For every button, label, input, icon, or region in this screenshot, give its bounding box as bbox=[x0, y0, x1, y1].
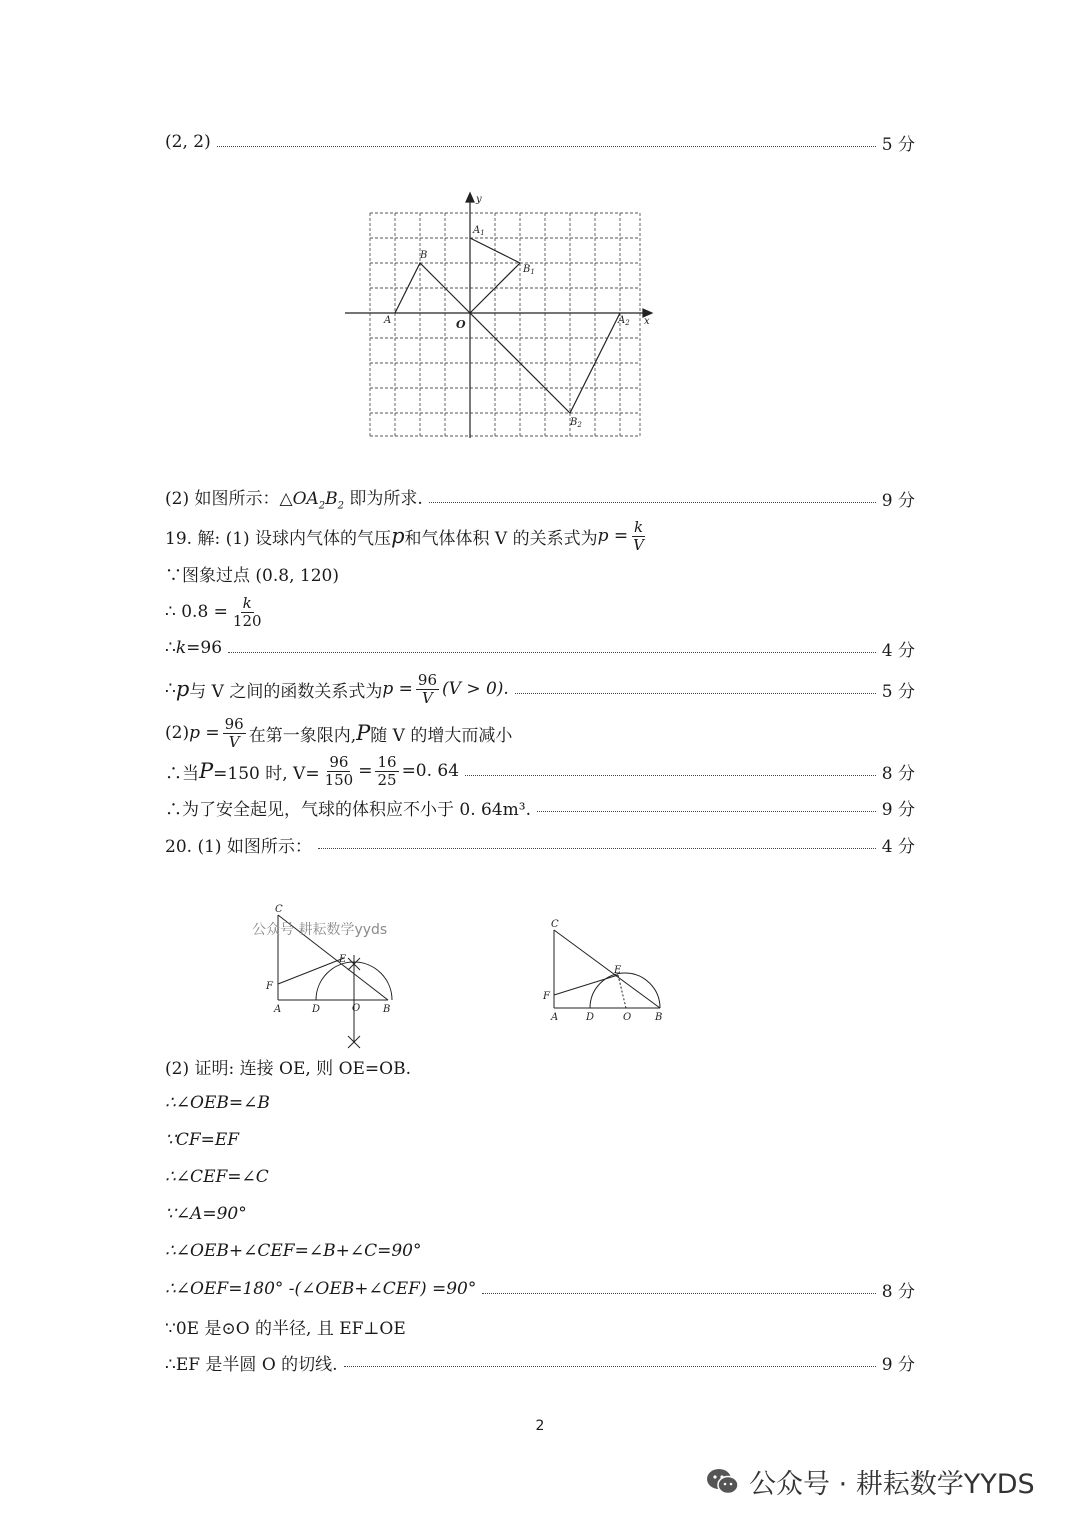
label-C: C bbox=[551, 919, 559, 930]
label-A: A bbox=[551, 1012, 559, 1023]
label-D: D bbox=[586, 1012, 595, 1023]
leader-dots bbox=[217, 146, 876, 147]
footer-brand bbox=[705, 1462, 1035, 1501]
answer-line-3: 19. 解: (1) 设球内气体的气压 p 和气体体积 V 的关系式为 p = $\frac{k}{V}$ bbox=[165, 517, 644, 554]
triangle-lines bbox=[395, 238, 620, 413]
leader-dots bbox=[429, 502, 876, 503]
leader-dots bbox=[515, 693, 876, 694]
geometry-figure-final bbox=[540, 915, 670, 1030]
proof-line-4: ∴∠CEF=∠C bbox=[165, 1167, 269, 1187]
proof-line-7: ∴∠OEF=180° -(∠OEB+∠CEF) =90° 8 分 bbox=[165, 1273, 915, 1305]
answer-line-7: ∴ p 与 V 之间的函数关系式为 p = $\frac{96}{V}$ (V > 0). 5 分 bbox=[165, 670, 915, 707]
point-B1-label: $B_1$ bbox=[523, 264, 535, 276]
fraction-96-over-v: $\frac{96}{V}$ bbox=[224, 714, 244, 751]
watermark-text: 公众号 耕耘数学yyds bbox=[252, 922, 388, 938]
grid-lines bbox=[370, 213, 640, 436]
answer-line-8: (2) p = $\frac{96}{V}$ 在第一象限内, P 随 V 的增大而减小 bbox=[165, 714, 513, 751]
page-number: 2 bbox=[535, 1418, 545, 1434]
fraction-96-over-v: $\frac{96}{V}$ bbox=[417, 670, 437, 707]
point-A-label: A bbox=[384, 315, 392, 326]
proof-line-1: (2) 证明: 连接 OE, 则 OE=OB. bbox=[165, 1058, 412, 1079]
label-D: D bbox=[312, 1004, 321, 1015]
proof-line-6: ∴∠OEB+∠CEF=∠B+∠C=90° bbox=[165, 1241, 422, 1261]
point-B2-label: $B_2$ bbox=[570, 417, 582, 429]
y-axis-label: y bbox=[476, 194, 482, 205]
point-B-label: B bbox=[420, 250, 428, 261]
label-A: A bbox=[274, 1004, 282, 1015]
answer-line-4: ∵图象过点 (0.8, 120) bbox=[165, 565, 339, 586]
score: 5 分 bbox=[881, 681, 915, 702]
leader-dots bbox=[465, 775, 876, 776]
line-text: (2) 如图所示：$\triangle OA_2B_2$ 即为所求. bbox=[165, 489, 423, 512]
leader-dots bbox=[318, 848, 876, 849]
leader-dots bbox=[537, 811, 876, 812]
score: 9 分 bbox=[881, 1354, 915, 1375]
answer-line-1 bbox=[165, 126, 915, 158]
fraction-96-over-150: $\frac{96}{150}$ bbox=[324, 752, 354, 789]
origin-label: O bbox=[456, 318, 466, 331]
score: 9 分 bbox=[881, 799, 915, 820]
score: 8 分 bbox=[881, 763, 915, 784]
score: 4 分 bbox=[881, 836, 915, 857]
answer-line-6: ∴k=96 4 分 bbox=[165, 632, 915, 664]
answer-line-11: 20. (1) 如图所示： 4 分 bbox=[165, 828, 915, 860]
proof-line-9: ∴EF 是半圆 O 的切线. 9 分 bbox=[165, 1346, 915, 1378]
label-E: E bbox=[614, 965, 622, 976]
answer-line-2 bbox=[165, 482, 915, 514]
leader-dots bbox=[344, 1366, 876, 1367]
label-O: O bbox=[352, 1003, 361, 1014]
leader-dots bbox=[228, 652, 876, 653]
label-F: F bbox=[266, 981, 273, 992]
footer-text: 公众号 · 耕耘数学YYDS bbox=[749, 1469, 1035, 1500]
fraction-16-over-25: $\frac{16}{25}$ bbox=[377, 752, 397, 789]
proof-line-3: ∵CF=EF bbox=[165, 1130, 240, 1150]
x-axis-label: x bbox=[644, 316, 650, 327]
label-C: C bbox=[275, 904, 283, 915]
fraction-k-over-120: $\frac{k}{120}$ bbox=[232, 593, 262, 630]
score: 5 分 bbox=[881, 134, 915, 155]
label-B: B bbox=[383, 1004, 391, 1015]
proof-line-5: ∵∠A=90° bbox=[165, 1204, 247, 1224]
answer-line-9: ∴当 P =150 时, V= $\frac{96}{150}$ = $\frac{16}{25}$ =0. 64 8 分 bbox=[165, 752, 915, 789]
fraction-k-over-v: $\frac{k}{V}$ bbox=[633, 517, 644, 554]
wechat-icon bbox=[705, 1467, 741, 1497]
score: 8 分 bbox=[881, 1281, 915, 1302]
proof-line-2: ∴∠OEB=∠B bbox=[165, 1093, 270, 1113]
point-A2-label: $A_2$ bbox=[618, 315, 630, 327]
answer-line-10: ∴为了安全起见，气球的体积应不小于 0. 64m³. 9 分 bbox=[165, 791, 915, 823]
label-O: O bbox=[623, 1012, 632, 1023]
label-E: E bbox=[339, 954, 347, 965]
score: 9 分 bbox=[881, 490, 915, 511]
label-F: F bbox=[543, 991, 550, 1002]
coordinate-grid-figure bbox=[340, 188, 660, 443]
leader-dots bbox=[482, 1293, 875, 1294]
point-A1-label: $A_1$ bbox=[473, 225, 485, 237]
coordinate-text: (2, 2) bbox=[165, 132, 211, 152]
label-B: B bbox=[655, 1012, 663, 1023]
proof-line-8: ∵0E 是⊙O 的半径, 且 EF⊥OE bbox=[165, 1318, 406, 1339]
answer-line-5: ∴ 0.8 = $\frac{k}{120}$ bbox=[165, 593, 262, 630]
score: 4 分 bbox=[881, 640, 915, 661]
